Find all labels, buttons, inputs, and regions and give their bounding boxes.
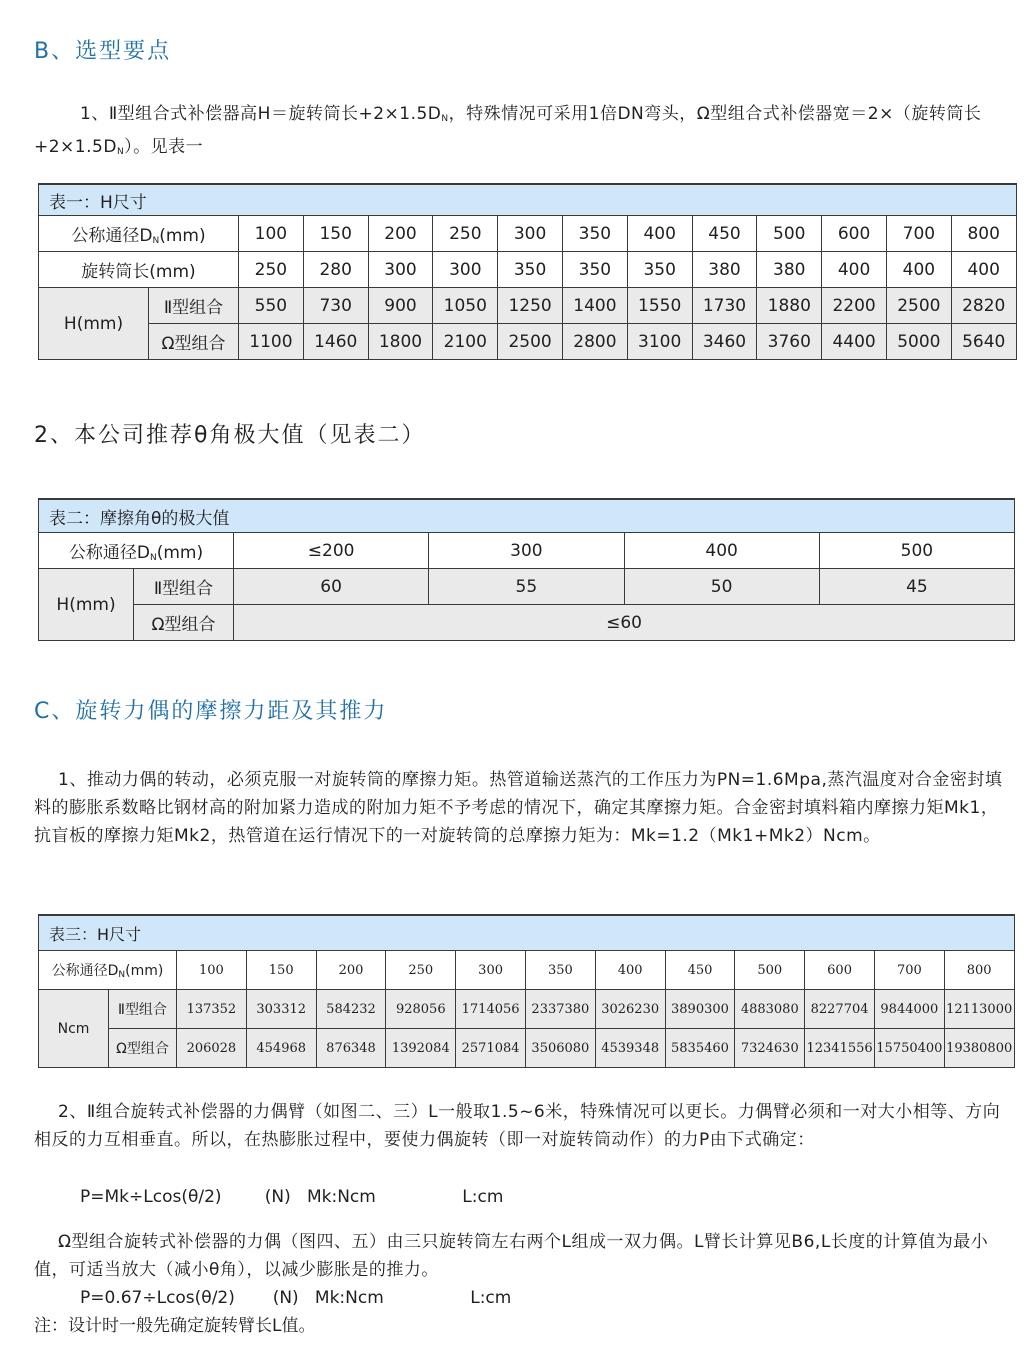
table-cell: 450 [665,951,735,990]
table-cell: 300 [429,533,624,569]
table-cell: 550 [239,288,304,324]
table-cell: 380 [757,252,822,288]
table-cell: 3890300 [665,990,735,1029]
table1-caption: 表一：H尺寸 [39,184,1017,216]
table-cell: 3100 [627,324,692,360]
table-cell: 1730 [692,288,757,324]
type2-label: Ⅱ型组合 [134,569,234,605]
table-cell: 600 [822,216,887,252]
table-cell: 584232 [316,990,386,1029]
table-cell: 900 [368,288,433,324]
table-cell: 600 [805,951,875,990]
section-c2-paragraph: 2、Ⅱ组合旋转式补偿器的力偶臂（如图二、三）L一般取1.5~6米，特殊情况可以更长。力偶臂必须和一对大小相等、方向相反的力互相垂直。所以，在热膨胀过程中，要使力偶旋转（即一对旋转筒动作）的力P由下式确定： [34,1102,1001,1150]
table-cell: 150 [303,216,368,252]
type2-label: Ⅱ型组合 [149,288,239,324]
table-cell: 700 [874,951,944,990]
section-2-title: 2、本公司推荐θ角极大值（见表二） [34,423,426,448]
table-cell: 800 [951,216,1016,252]
table-cell: 300 [368,252,433,288]
table-cell: 250 [433,216,498,252]
table-cell: 876348 [316,1029,386,1068]
table-cell: 303312 [246,990,316,1029]
table-cell: 3506080 [525,1029,595,1068]
table-cell: 4400 [822,324,887,360]
table-cell: 3460 [692,324,757,360]
table-cell: ≤200 [234,533,429,569]
table-cell: 2200 [822,288,887,324]
table-cell: 50 [624,569,819,605]
table-cell: 100 [177,951,247,990]
table-cell: 1392084 [386,1029,456,1068]
table-cell: 350 [498,252,563,288]
table-cell: 200 [316,951,386,990]
dn-label: 公称通径$D_N(mm)$ [39,951,177,990]
table-cell: 60 [234,569,429,605]
table-cell: 2500 [498,324,563,360]
table-cell: 1100 [239,324,304,360]
table-cell: 5000 [886,324,951,360]
table2-caption: 表二：摩擦角θ的极大值 [39,499,1015,533]
table-cell: 1800 [368,324,433,360]
table-cell: 400 [595,951,665,990]
table-cell: 350 [627,252,692,288]
section-b-paragraph: 1、Ⅱ型组合式补偿器高H＝旋转筒长$+2\times 1.5D_N$，特殊情况可采用1倍DN弯头，Ω型组合式补偿器宽＝2×（旋转筒长$+2\times 1.5D_N$）。见表一 [34,104,982,157]
table-cell: 206028 [177,1029,247,1068]
table-cell: 1550 [627,288,692,324]
table-cell: 3026230 [595,990,665,1029]
table-cell: 100 [239,216,304,252]
table-row [39,605,1015,641]
table-cell: 380 [692,252,757,288]
table3-caption: 表三：H尺寸 [39,915,1015,951]
table-cell: 400 [624,533,819,569]
table-cell: 8227704 [805,990,875,1029]
table-cell: 2100 [433,324,498,360]
table-cell: 15750400 [874,1029,944,1068]
table-cell: 2571084 [456,1029,526,1068]
table-theta-max [38,498,1015,641]
h-label: H(mm) [39,288,149,360]
table-cell: 454968 [246,1029,316,1068]
dn-label: 公称通径$D_N(mm)$ [39,216,239,252]
section-c-paragraph: 1、推动力偶的转动，必须克服一对旋转筒的摩擦力矩。热管道输送蒸汽的工作压力为PN=1.6Mpa,蒸汽温度对合金密封填料的膨胀系数略比钢材高的附加紧力造成的附加力矩不予考虑的情况下，确定其摩擦力矩。合金密封填料箱内摩擦力矩Mk1，抗盲板的摩擦力矩Mk2，热管道在运行情况下的一对旋转筒的总摩擦力矩为：Mk=1.2（Mk1+Mk2）Ncm。 [34,770,1003,846]
table-cell: 12113000 [944,990,1014,1029]
table-row [39,569,1015,605]
section-b-title: B、选型要点 [34,39,172,64]
table-cell: 1250 [498,288,563,324]
table-cell: 1050 [433,288,498,324]
table-cell: 200 [368,216,433,252]
table-cell: 7324630 [735,1029,805,1068]
table-cell: 150 [246,951,316,990]
table-cell: 800 [944,951,1014,990]
table-cell: 4883080 [735,990,805,1029]
table-cell: 1400 [562,288,627,324]
ncm-label: Ncm [39,990,109,1068]
table-cell: 12341556 [805,1029,875,1068]
omega-label: Ω型组合 [109,1029,177,1068]
table-cell: 300 [498,216,563,252]
table-friction-moment [38,914,1015,1068]
dn-label: 公称通径$D_N(mm)$ [39,533,234,569]
table-cell: 1460 [303,324,368,360]
type2-label: Ⅱ型组合 [109,990,177,1029]
table-cell: 280 [303,252,368,288]
table-row [39,533,1015,569]
table-cell: 2820 [951,288,1016,324]
table-cell: 4539348 [595,1029,665,1068]
formula-1: P=Mk÷Lcos(θ/2) (N) Mk:Ncm L:cm [80,1187,504,1207]
table-cell: 400 [886,252,951,288]
table-cell: 1714056 [456,990,526,1029]
table-cell: 3760 [757,324,822,360]
table-cell: 450 [692,216,757,252]
h-label: H(mm) [39,569,134,641]
table-cell: 2800 [562,324,627,360]
table-cell: 55 [429,569,624,605]
design-note: 注：设计时一般先确定旋转臂长L值。 [34,1316,316,1336]
table-cell: 45 [819,569,1014,605]
table-cell: 2337380 [525,990,595,1029]
omega-label: Ω型组合 [134,605,234,641]
table-cell: 350 [562,216,627,252]
table-row [39,1029,1015,1068]
table-cell: 250 [239,252,304,288]
table-cell: 500 [735,951,805,990]
section-c3-paragraph: Ω型组合旋转式补偿器的力偶（图四、五）由三只旋转筒左右两个L组成一双力偶。L臂长计算见B6,L长度的计算值为最小值，可适当放大（减小θ角），以减少膨胀是的推力。 [34,1232,989,1280]
table-cell: 400 [951,252,1016,288]
table-row [39,324,1017,360]
section-c-title: C、旋转力偶的摩擦力距及其推力 [34,699,388,724]
table-cell: 5640 [951,324,1016,360]
table-row [39,951,1015,990]
table-cell: 928056 [386,990,456,1029]
table-cell: 500 [819,533,1014,569]
table-cell: 5835460 [665,1029,735,1068]
omega-value: ≤60 [234,605,1015,641]
table-cell: 400 [627,216,692,252]
table-cell: 19380800 [944,1029,1014,1068]
table-cell: 137352 [177,990,247,1029]
table-cell: 9844000 [874,990,944,1029]
table-cell: 730 [303,288,368,324]
table-row [39,252,1017,288]
table-cell: 300 [456,951,526,990]
table-row [39,288,1017,324]
table-cell: 700 [886,216,951,252]
table-cell: 1880 [757,288,822,324]
table-cell: 2500 [886,288,951,324]
table-row [39,216,1017,252]
table-cell: 350 [562,252,627,288]
formula-2: P=0.67÷Lcos(θ/2) (N) Mk:Ncm L:cm [80,1288,512,1308]
table-cell: 400 [822,252,887,288]
table-row [39,990,1015,1029]
omega-label: Ω型组合 [149,324,239,360]
table-h-dimensions [38,183,1017,360]
table-cell: 250 [386,951,456,990]
table-cell: 500 [757,216,822,252]
table-cell: 350 [525,951,595,990]
length-label: 旋转筒长(mm) [39,252,239,288]
table-cell: 300 [433,252,498,288]
